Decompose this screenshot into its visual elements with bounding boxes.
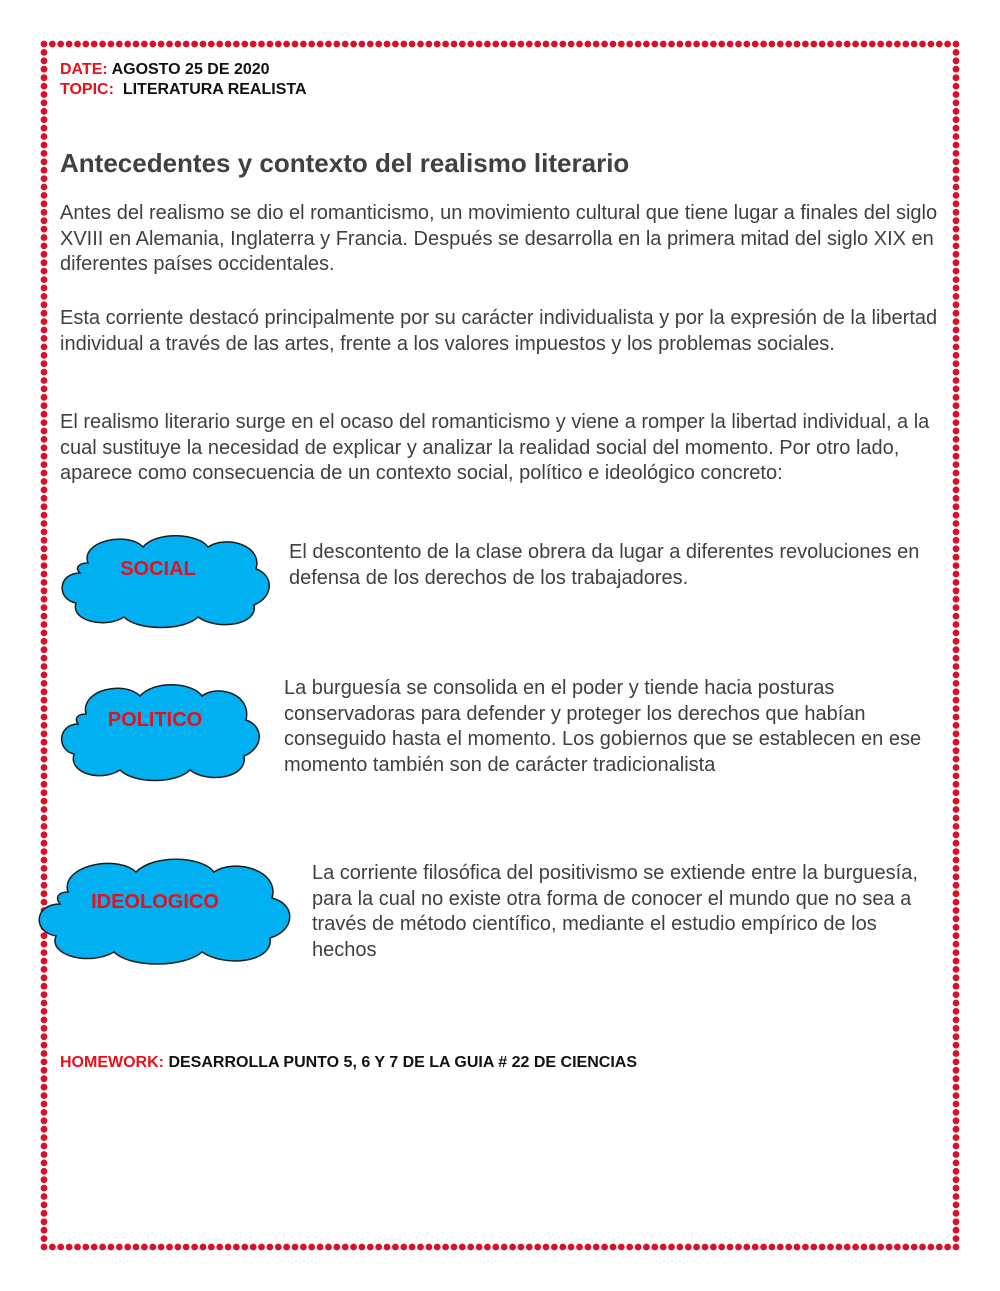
social-label: SOCIAL <box>120 558 196 580</box>
ideologico-description: La corriente filosófica del positivismo se extiende entre la burguesía, para la cual no existe otra forma de conocer el mundo que no sea a través de método científico, mediante el estudio empírico de los hechos <box>312 862 918 961</box>
topic-value: LITERATURA REALISTA <box>122 81 307 98</box>
date-line <box>60 60 307 80</box>
social-cloud-shape <box>58 533 274 631</box>
homework-label: HOMEWORK: <box>60 1054 164 1071</box>
date-value: AGOSTO 25 DE 2020 <box>111 61 270 78</box>
politico-cloud-shape <box>58 682 264 784</box>
paragraph-romanticism: Antes del realismo se dio el romanticismo, un movimiento cultural que tiene lugar a finales del siglo XVIII en Alemania, Inglaterra y Francia. Después se desarrolla en la primera mitad del siglo XIX en diferentes países occidentales. <box>60 202 938 275</box>
header <box>60 60 307 100</box>
homework-value: DESARROLLA PUNTO 5, 6 Y 7 DE LA GUIA # 22 DE CIENCIAS <box>168 1054 637 1071</box>
politico-description: La burguesía se consolida en el poder y tiende hacia posturas conservadoras para defender y proteger los derechos que habían conseguido hasta el momento. Los gobiernos que se establecen en ese momento también son de carácter tradicionalista <box>284 677 922 776</box>
social-description: El descontento de la clase obrera da lugar a diferentes revoluciones en defensa de los derechos de los trabajadores. <box>289 541 920 589</box>
page-title: Antecedentes y contexto del realismo literario <box>60 148 630 178</box>
date-label: DATE: <box>60 61 108 78</box>
ideologico-label: IDEOLOGICO <box>91 891 219 913</box>
topic-line <box>60 80 307 100</box>
topic-label: TOPIC: <box>60 81 114 98</box>
paragraph-individualism: Esta corriente destacó principalmente por su carácter individualista y por la expresión de la libertad individual a través de las artes, frente a los valores impuestos y los problemas sociales. <box>60 307 938 355</box>
politico-label: POLITICO <box>107 709 203 731</box>
homework-line <box>60 1053 637 1073</box>
paragraph-realism: El realismo literario surge en el ocaso del romanticismo y viene a romper la libertad individual, a la cual sustituye la necesidad de explicar y analizar la realidad social del momento. Por otro lado, aparece como consecuencia de un contexto social, político e ideológico concreto: <box>60 411 930 484</box>
